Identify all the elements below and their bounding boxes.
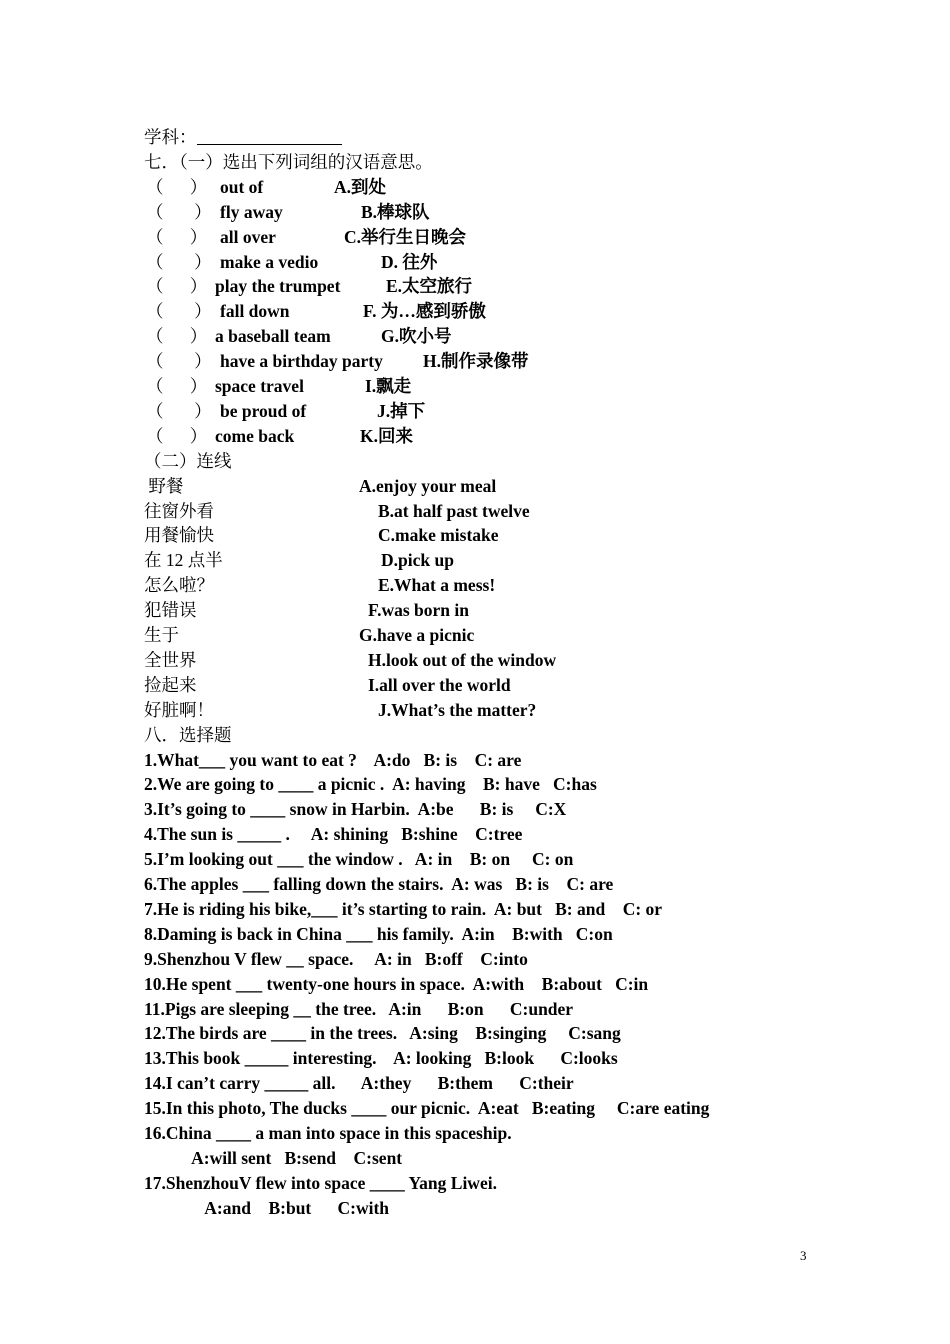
matching-option: K.回来 (360, 425, 413, 446)
question-line: 1.What___ you want to eat ? A:do B: is C: are (144, 749, 522, 770)
linking-chinese: 用餐愉快 (144, 525, 214, 546)
question-line: 14.I can’t carry _____ all. A:they B:them C:their (144, 1073, 574, 1094)
matching-phrase: out of (220, 176, 264, 197)
matching-option: B.棒球队 (361, 201, 430, 222)
answer-paren: （ ） (146, 301, 212, 322)
matching-option: D. 往外 (381, 251, 438, 272)
linking-english: E.What a mess! (378, 575, 496, 596)
page-number: 3 (800, 1248, 807, 1263)
linking-chinese: 犯错误 (144, 600, 197, 621)
linking-chinese: 怎么啦？ (144, 575, 214, 596)
answer-paren: （ ） (146, 201, 212, 222)
question-line: 4.The sun is _____ . A: shining B:shine C:tree (144, 824, 523, 845)
question-line: 8.Daming is back in China ___ his family. A:in B:with C:on (144, 923, 613, 944)
linking-english: C.make mistake (378, 525, 499, 546)
linking-chinese: 往窗外看 (144, 500, 214, 521)
matching-option: C.举行生日晚会 (344, 226, 467, 247)
matching-phrase: have a birthday party (220, 351, 383, 372)
matching-phrase: space travel (215, 376, 304, 396)
linking-english: J.What’s the matter? (378, 699, 537, 720)
matching-option: J.掉下 (377, 400, 426, 421)
matching-option: F. 为…感到骄傲 (363, 301, 486, 322)
question-line: 17.ShenzhouV flew into space ____ Yang Liwei. (144, 1172, 497, 1193)
answer-paren: （ ） (146, 276, 208, 297)
linking-english: G.have a picnic (359, 625, 475, 645)
linking-chinese: 全世界 (144, 649, 197, 670)
answer-paren: （ ） (146, 351, 212, 372)
question-line: 9.Shenzhou V flew __ space. A: in B:off C:into (144, 948, 528, 969)
linking-chinese: 捡起来 (144, 674, 197, 695)
matching-phrase: play the trumpet (215, 276, 341, 297)
question-line: 2.We are going to ____ a picnic . A: having B: have C:has (144, 774, 597, 795)
question-line: 6.The apples ___ falling down the stairs. A: was B: is C: are (144, 874, 614, 894)
question-line: 7.He is riding his bike,___ it’s starting to rain. A: but B: and C: or (144, 898, 663, 919)
section7-title: 七．（一）选出下列词组的汉语意思。 (144, 151, 433, 172)
question-line: A:and B:but C:with (144, 1197, 390, 1218)
matching-phrase: fall down (220, 301, 290, 322)
part2-title: （二）连线 (144, 450, 232, 471)
question-line: 5.I’m looking out ___ the window . A: in B: on C: on (144, 849, 574, 870)
question-line: 12.The birds are ____ in the trees. A:sing B:singing C:sang (144, 1023, 621, 1044)
subject-label: 学科： (144, 127, 197, 147)
subject-blank (197, 128, 342, 145)
question-line: 15.In this photo, The ducks ____ our picnic. A:eat B:eating C:are eating (144, 1098, 710, 1119)
matching-option: H.制作录像带 (423, 351, 529, 372)
answer-paren: （ ） (146, 226, 208, 247)
matching-phrase: all over (220, 226, 276, 247)
matching-option: G.吹小号 (381, 326, 452, 347)
answer-paren: （ ） (146, 176, 208, 197)
matching-phrase: make a vedio (220, 251, 319, 272)
matching-phrase: come back (215, 425, 295, 446)
question-line: 3.It’s going to ____ snow in Harbin. A:be B: is C:X (144, 799, 567, 820)
linking-chinese: 好脏啊！ (144, 699, 214, 720)
linking-english: H.look out of the window (368, 649, 557, 670)
answer-paren: （ ） (146, 425, 208, 446)
matching-option: I.飘走 (365, 376, 412, 396)
linking-english: D.pick up (381, 550, 454, 571)
question-line: 11.Pigs are sleeping __ the tree. A:in B:on C:under (144, 998, 574, 1019)
answer-paren: （ ） (146, 251, 212, 272)
answer-paren: （ ） (146, 400, 212, 421)
answer-paren: （ ） (146, 376, 208, 396)
question-line: 10.He spent ___ twenty-one hours in space. A:with B:about C:in (144, 973, 649, 994)
linking-chinese: 生于 (144, 625, 179, 645)
linking-english: B.at half past twelve (378, 500, 530, 521)
matching-phrase: a baseball team (215, 326, 331, 347)
linking-chinese: 野餐 (144, 475, 184, 496)
linking-english: I.all over the world (368, 674, 511, 695)
linking-english: F.was born in (368, 600, 469, 621)
question-line: 13.This book _____ interesting. A: looking B:look C:looks (144, 1048, 618, 1069)
linking-english: A.enjoy your meal (359, 475, 497, 496)
section8-title: 八．选择题 (144, 724, 232, 745)
answer-paren: （ ） (146, 326, 208, 347)
matching-option: E.太空旅行 (386, 276, 473, 297)
matching-phrase: be proud of (220, 400, 307, 421)
matching-phrase: fly away (220, 201, 283, 222)
matching-option: A.到处 (334, 176, 387, 197)
subject-line (144, 125, 342, 150)
question-line: A:will sent B:send C:sent (144, 1147, 403, 1168)
question-line: 16.China ____ a man into space in this spaceship. (144, 1123, 512, 1143)
linking-chinese: 在 12 点半 (144, 550, 223, 571)
